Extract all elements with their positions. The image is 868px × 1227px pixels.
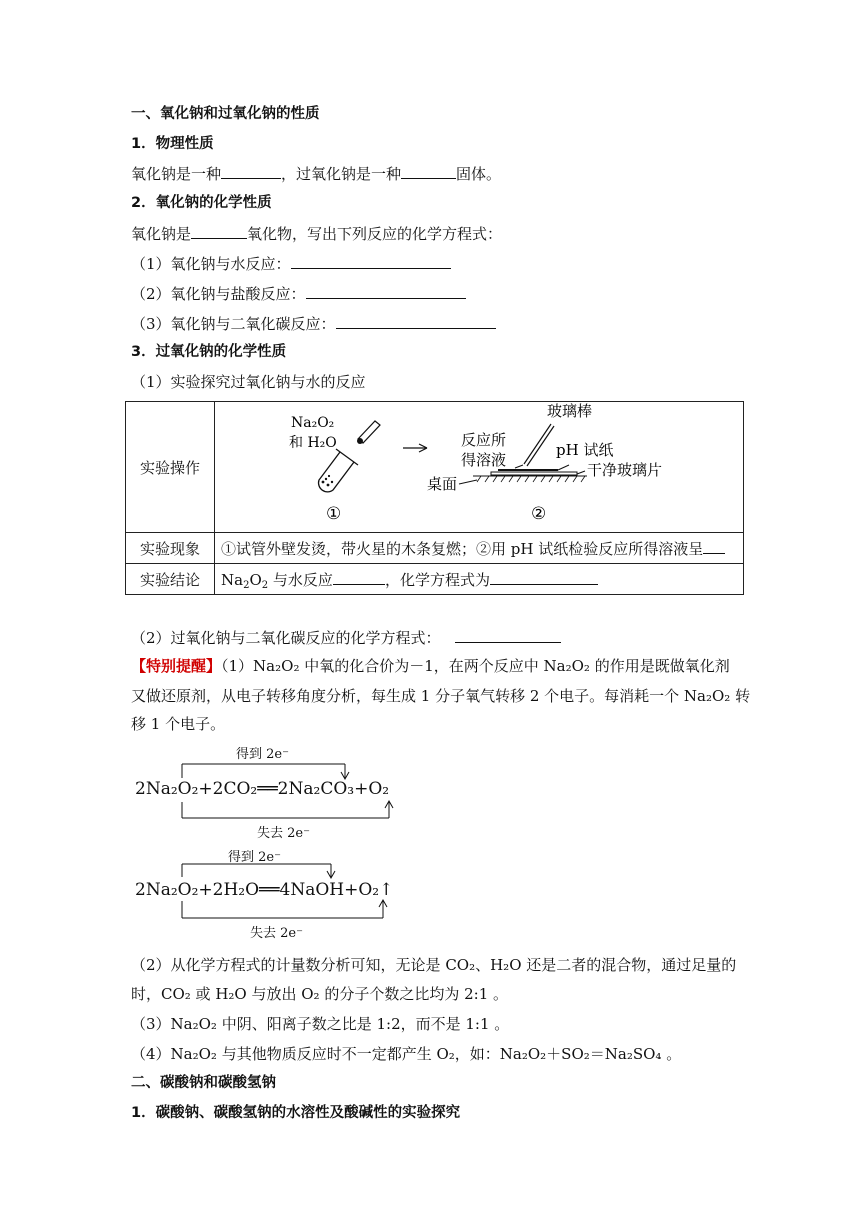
reaction-3-line: （3）氧化钠与二氧化碳反应：	[131, 313, 496, 334]
row-label-phenomenon: 实验现象	[126, 533, 215, 564]
blank[interactable]	[221, 163, 281, 179]
oxide-type-line: 氧化钠是 氧化物，写出下列反应的化学方程式：	[131, 225, 503, 243]
blank[interactable]	[191, 223, 247, 239]
glass-plate-label: 干净玻璃片	[587, 461, 663, 479]
experiment-title: （1）实验探究过氧化钠与水的反应	[131, 373, 366, 391]
section-heading-1: 一、氧化钠和过氧化钠的性质	[131, 106, 320, 122]
reagent2-label: 和 H₂O	[289, 435, 337, 451]
reaction-1-line: （1）氧化钠与水反应：	[131, 253, 451, 274]
physical-properties-line: 氧化钠是一种 ，过氧化钠是一种 固体。	[131, 165, 502, 183]
experiment-diagram	[215, 402, 744, 533]
tip-line-1: 【特别提醒】（1）Na₂O₂ 中氧的化合价为－1，在两个反应中 Na₂O₂ 的作用是既做氧化剂	[131, 657, 730, 675]
note-2-line-2: 时，CO₂ 或 H₂O 与放出 O₂ 的分子个数之比均为 2:1 。	[131, 985, 509, 1003]
row-label-operation: 实验操作	[126, 402, 215, 533]
ph-paper-icon	[498, 469, 558, 471]
experiment-table	[125, 401, 744, 595]
co2-reaction-line: （2）过氧化钠与二氧化碳反应的化学方程式：	[131, 627, 561, 648]
eq2-lose-label: 失去 2e⁻	[250, 926, 303, 941]
subheading-na2o2-chem: 3．过氧化钠的化学性质	[131, 344, 287, 360]
desk-label: 桌面	[427, 475, 458, 493]
solution-label-line2: 得溶液	[461, 451, 507, 469]
blank[interactable]	[490, 569, 598, 585]
note-3: （3）Na₂O₂ 中阴、阳离子数之比是 1:2，而不是 1:1 。	[131, 1015, 510, 1033]
blank[interactable]	[455, 627, 561, 643]
step-1-label: ①	[326, 504, 342, 524]
eq1-lose-label: 失去 2e⁻	[257, 826, 310, 841]
ph-paper-label: pH 试纸	[556, 441, 614, 459]
subheading-carbonate-experiment: 1．碳酸钠、碳酸氢钠的水溶性及酸碱性的实验探究	[131, 1105, 461, 1121]
blank[interactable]	[306, 283, 466, 299]
glass-rod-label: 玻璃棒	[547, 402, 593, 420]
test-tube-icon	[319, 449, 358, 492]
reaction-2-line: （2）氧化钠与盐酸反应：	[131, 283, 466, 304]
splint-icon	[357, 421, 380, 444]
solution-label-line1: 反应所	[461, 431, 507, 449]
step-2-label: ②	[531, 504, 547, 524]
glass-plate-icon	[491, 472, 577, 475]
row-label-conclusion: 实验结论	[126, 564, 215, 595]
blank[interactable]	[703, 538, 725, 554]
note-4: （4）Na₂O₂ 与其他物质反应时不一定都产生 O₂，如：Na₂O₂＋SO₂＝Na₂SO₄ 。	[131, 1045, 682, 1063]
desk-icon	[459, 476, 587, 484]
section-heading-2: 二、碳酸钠和碳酸氢钠	[131, 1075, 276, 1091]
blank[interactable]	[401, 163, 456, 179]
eq1-gain-label: 得到 2e⁻	[236, 747, 289, 762]
reagent-label: Na₂O₂	[291, 415, 335, 431]
apparatus-figure	[215, 402, 743, 532]
eq2-gain-label: 得到 2e⁻	[228, 850, 281, 865]
blank[interactable]	[333, 569, 385, 585]
phenomenon-cell: ①试管外壁发烫，带火星的木条复燃；②用 pH 试纸检验反应所得溶液呈	[215, 533, 744, 564]
blank[interactable]	[291, 253, 451, 269]
tip-label: 【特别提醒】	[131, 657, 222, 675]
tip-line-2: 又做还原剂，从电子转移角度分析，每生成 1 分子氧气转移 2 个电子。每消耗一个 Na₂O₂ 转	[131, 687, 751, 705]
conclusion-cell: $Na_2O_2$ 与水反应 ，化学方程式为	[215, 564, 744, 595]
note-2-line-1: （2）从化学方程式的计量数分析可知，无论是 CO₂、H₂O 还是二者的混合物，通过足量的	[131, 956, 737, 974]
equation-1: 2Na₂O₂+2CO₂══2Na₂CO₃+O₂	[135, 779, 390, 799]
equation-2: 2Na₂O₂+2H₂O══4NaOH+O₂↑	[135, 880, 394, 900]
arrow-icon	[403, 444, 427, 452]
tip-line-3: 移 1 个电子。	[131, 715, 226, 733]
subheading-physical: 1．物理性质	[131, 136, 214, 152]
subheading-na2o-chem: 2．氧化钠的化学性质	[131, 195, 272, 211]
blank[interactable]	[336, 313, 496, 329]
glass-rod-icon	[524, 424, 554, 466]
